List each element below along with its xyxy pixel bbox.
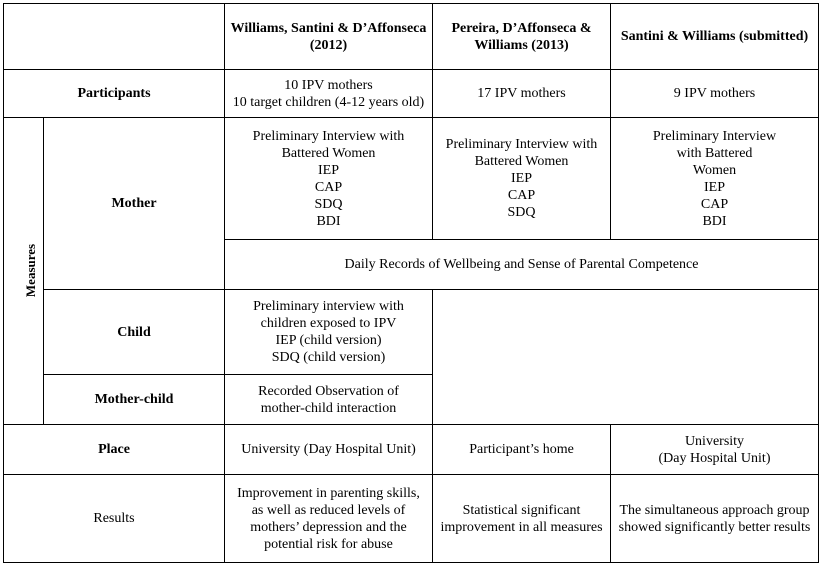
mother-child-label: Mother-child <box>44 375 225 425</box>
place-label: Place <box>4 425 225 475</box>
measures-child-row <box>4 290 819 375</box>
mother-measures-pereira-2013: Preliminary Interview with Battered Women IEP CAP SDQ <box>433 118 611 240</box>
results-santini-submitted: The simultaneous approach group showed significantly better results <box>611 475 819 563</box>
place-santini-submitted: University (Day Hospital Unit) <box>611 425 819 475</box>
place-williams-2012: University (Day Hospital Unit) <box>225 425 433 475</box>
mother-measures-williams-2012: Preliminary Interview with Battered Women IEP CAP SDQ BDI <box>225 118 433 240</box>
mother-label: Mother <box>44 118 225 290</box>
participants-label: Participants <box>4 70 225 118</box>
participants-santini-submitted: 9 IPV mothers <box>611 70 819 118</box>
mother-measures-santini-submitted: Preliminary Interview with Battered Women IEP CAP BDI <box>611 118 819 240</box>
child-label: Child <box>44 290 225 375</box>
participants-pereira-2013: 17 IPV mothers <box>433 70 611 118</box>
header-row <box>4 4 819 70</box>
place-row <box>4 425 819 475</box>
daily-records-shared: Daily Records of Wellbeing and Sense of Parental Competence <box>225 240 819 290</box>
header-williams-2012: Williams, Santini & D’Affonseca (2012) <box>225 4 433 70</box>
participants-williams-2012: 10 IPV mothers 10 target children (4-12 years old) <box>225 70 433 118</box>
results-label: Results <box>4 475 225 563</box>
measures-mother-row <box>4 118 819 240</box>
mother-child-measures-williams-2012: Recorded Observation of mother-child interaction <box>225 375 433 425</box>
empty-child-cell <box>433 290 819 425</box>
results-williams-2012: Improvement in parenting skills, as well as reduced levels of mothers’ depression and the potential risk for abuse <box>225 475 433 563</box>
measures-label-cell <box>4 118 44 425</box>
comparison-table <box>3 3 819 563</box>
measures-label: Measures <box>23 243 39 298</box>
header-santini-submitted: Santini & Williams (submitted) <box>611 4 819 70</box>
place-pereira-2013: Participant’s home <box>433 425 611 475</box>
results-pereira-2013: Statistical significant improvement in all measures <box>433 475 611 563</box>
empty-corner-cell <box>4 4 225 70</box>
results-row <box>4 475 819 563</box>
header-pereira-2013: Pereira, D’Affonseca & Williams (2013) <box>433 4 611 70</box>
child-measures-williams-2012: Preliminary interview with children exposed to IPV IEP (child version) SDQ (child version) <box>225 290 433 375</box>
participants-row <box>4 70 819 118</box>
